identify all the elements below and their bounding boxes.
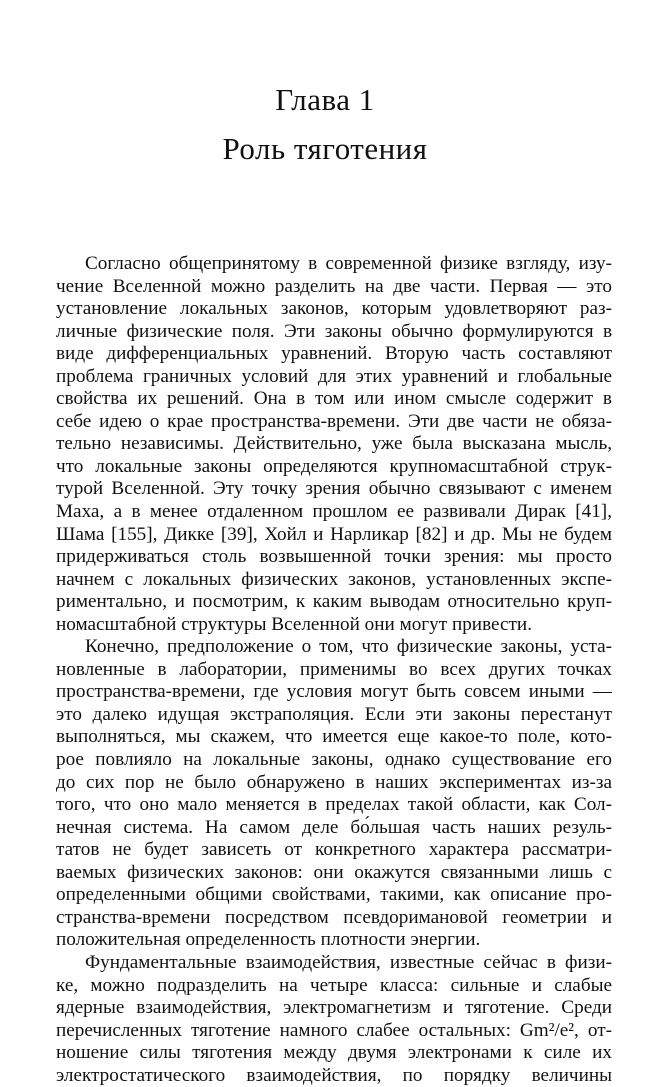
text-line: свойства их решений. Она в том или ином смысле содержит в: [56, 388, 612, 410]
text-line: чение Вселенной можно разделить на две части. Первая — это: [56, 275, 612, 297]
text-line: личные физические поля. Эти законы обычно формулируются в: [56, 320, 612, 342]
text-line: тельно независимы. Действительно, уже была высказана мысль,: [56, 433, 612, 455]
text-line: Шама [155], Дикке [39], Хойл и Нарликар [82] и др. Мы не будем: [56, 523, 612, 545]
text-line: ваемых физических законов: они окажутся связанными лишь с: [56, 861, 612, 883]
paragraph-1: [56, 253, 612, 636]
text-line: выполняться, мы скажем, что имеется еще какое-то поле, кото-: [56, 726, 612, 748]
text-line: Согласно общепринятому в современной физике взгляду, изу-: [85, 253, 612, 274]
text-line: это далеко идущая экстраполяция. Если эти законы перестанут: [56, 703, 612, 725]
text-line: ядерные взаимодействия, электромагнетизм и тяготение. Среди: [56, 997, 612, 1019]
paragraph-2: [56, 636, 612, 952]
text-line: определенными общими свойствами, такими, как описание про-: [56, 884, 612, 906]
text-line: электростатического взаимодействия, по порядку величины: [56, 1064, 612, 1086]
text-line: новленные в лаборатории, применимы во всех других точках: [56, 658, 612, 680]
text-line: риментально, и посмотрим, к каким выводам относительно круп-: [56, 591, 612, 613]
text-line: положительная определенность плотности энергии.: [56, 929, 481, 951]
text-line: Фундаментальные взаимодействия, известные сейчас в физи-: [85, 951, 612, 973]
text-line: пространства-времени, где условия могут быть совсем иными —: [56, 681, 612, 703]
text-line: виде дифференциальных уравнений. Вторую часть составляют: [56, 343, 612, 365]
text-line: до сих пор не было обнаружено в наших экспериментах из-за: [56, 771, 612, 793]
text-line: установление локальных законов, которым удовлетворяют раз-: [56, 298, 612, 320]
text-line: себе идею о крае пространства-времени. Эти две части не обяза-: [56, 410, 612, 432]
text-line: того, что оно мало меняется в пределах такой области, как Сол-: [56, 794, 612, 816]
text-line: ке, можно подразделить на четыре класса: сильные и слабые: [56, 974, 612, 996]
text-line: татов не будет зависеть от конкретного характера рассматри-: [56, 839, 612, 861]
text-line: Конечно, предположение о том, что физические законы, уста-: [85, 636, 612, 658]
text-line: рое повлияло на локальные законы, однако существование его: [56, 749, 612, 771]
paragraph-3: [56, 952, 612, 1087]
chapter-number: Глава 1: [275, 82, 375, 117]
text-line: нечная система. На самом деле бо́льшая часть наших резуль-: [56, 816, 612, 838]
text-line: номасштабной структуры Вселенной они могут привести.: [56, 613, 532, 635]
text-line: что локальные законы определяются крупномасштабной струк-: [56, 455, 612, 477]
text-line: турой Вселенной. Эту точку зрения обычно связывают с именем: [56, 478, 612, 500]
text-line: Маха, а в менее отдаленном прошлом ее развивали Дирак [41],: [56, 501, 612, 523]
chapter-title: Роль тяготения: [222, 131, 428, 166]
text-line: странства-времени посредством псевдоримановой геометрии и: [56, 906, 612, 928]
text-line: проблема граничных условий для этих уравнений и глобальные: [56, 365, 612, 387]
text-line: придерживаться столь возвышенной точки зрения: мы просто: [56, 546, 612, 568]
body-text: [56, 253, 612, 1087]
text-line: ношение силы тяготения между двумя электронами к силе их: [56, 1042, 612, 1064]
text-line: перечисленных тяготение намного слабее остальных: Gm²/e², от-: [56, 1019, 612, 1041]
text-line: начнем с локальных физических законов, установленных экспе-: [56, 568, 612, 590]
